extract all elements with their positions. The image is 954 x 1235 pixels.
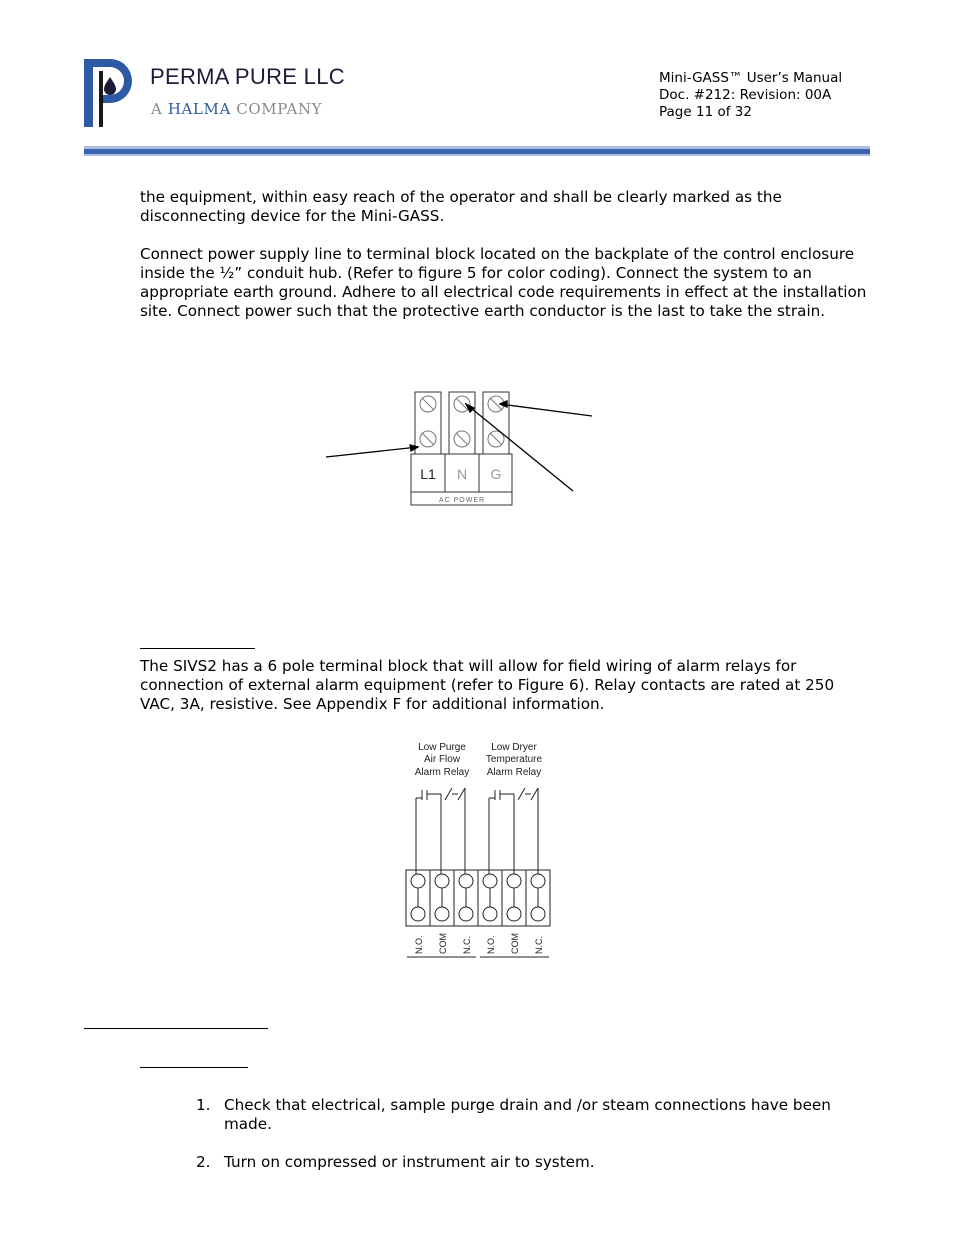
terminal-screw-icon xyxy=(531,874,545,888)
terminal-label-com-1: COM xyxy=(438,933,448,954)
terminal-label-n: N xyxy=(456,466,468,482)
tagline-prefix: A xyxy=(151,100,168,118)
terminal-screw-icon xyxy=(531,907,545,921)
section-rule-relays xyxy=(140,648,255,649)
terminal-screw-icon xyxy=(435,907,449,921)
list-item xyxy=(196,1096,876,1134)
paragraph-power-connection: Connect power supply line to terminal block located on the backplate of the control enclosure inside the ½” conduit hub. (Refer to figure 5 for color coding). Connect the system to an appropriate earth ground. Adhere to all electrical code requirements in effect at the installation site. Connect power such that the protective earth conductor is the last to take the strain. xyxy=(140,245,867,320)
terminal-screw-icon xyxy=(459,907,473,921)
terminal-label-l1: L1 xyxy=(420,466,436,482)
terminal-label-nc-1: N.C. xyxy=(462,936,472,954)
relay1-label-line2: Air Flow xyxy=(423,754,461,765)
relay2-label-line2: Temperature xyxy=(485,754,543,765)
company-name: PERMA PURE LLC xyxy=(150,64,345,89)
step-text: Turn on compressed or instrument air to system. xyxy=(224,1153,595,1171)
g-arrow xyxy=(500,404,592,416)
footnote-rule xyxy=(84,1028,268,1029)
doc-title: Mini-GASS™ User’s Manual xyxy=(659,70,843,86)
n-arrow xyxy=(466,404,573,491)
paragraph-disconnect: the equipment, within easy reach of the operator and shall be clearly marked as the disconnecting device for the Mini-GASS. xyxy=(140,188,782,225)
terminal-label-nc-2: N.C. xyxy=(534,936,544,954)
alarm-relay-diagram xyxy=(400,738,560,963)
relay2-label-line1: Low Dryer xyxy=(491,742,537,753)
terminal-screw-icon xyxy=(483,874,497,888)
terminal-screw-icon xyxy=(483,907,497,921)
tagline-suffix: COMPANY xyxy=(230,100,323,118)
relay1-label-line3: Alarm Relay xyxy=(414,767,470,778)
company-tagline xyxy=(151,100,322,118)
terminal-label-no-1: N.O. xyxy=(414,935,424,954)
company-logo xyxy=(82,55,134,129)
step-text: Check that electrical, sample purge drain and /or steam connections have been made. xyxy=(224,1096,831,1133)
tagline-brand: HALMA xyxy=(167,100,231,118)
paragraph-alarm-relays: The SIVS2 has a 6 pole terminal block that will allow for field wiring of alarm relays for connection of external alarm equipment (refer to Figure 6). Relay contacts are rated at 250 VAC, 3A, resistive. See Appendix F for additional information. xyxy=(140,657,835,713)
page-number: Page 11 of 32 xyxy=(659,104,752,120)
power-terminal-diagram xyxy=(320,385,610,515)
logo-p-icon xyxy=(82,55,134,129)
terminal-screw-icon xyxy=(507,907,521,921)
step-number: 1. xyxy=(196,1096,211,1114)
terminal-screw-icon xyxy=(459,874,473,888)
relay2-label-line3: Alarm Relay xyxy=(486,767,542,778)
terminal-block-caption: AC POWER xyxy=(438,497,486,504)
relay1-label-line1: Low Purge xyxy=(418,742,466,753)
terminal-screw-icon xyxy=(411,874,425,888)
terminal-label-no-2: N.O. xyxy=(486,935,496,954)
terminal-label-com-2: COM xyxy=(510,933,520,954)
header-rule xyxy=(84,146,870,156)
terminal-label-g: G xyxy=(490,466,502,482)
terminal-screw-icon xyxy=(507,874,521,888)
startup-steps-list xyxy=(196,1096,876,1191)
terminal-screw-icon xyxy=(411,907,425,921)
l1-arrow xyxy=(326,447,418,457)
doc-number: Doc. #212: Revision: 00A xyxy=(659,87,832,103)
step-number: 2. xyxy=(196,1153,211,1171)
terminal-screw-icon xyxy=(435,874,449,888)
list-item xyxy=(196,1153,876,1172)
section-rule-startup xyxy=(140,1067,248,1068)
